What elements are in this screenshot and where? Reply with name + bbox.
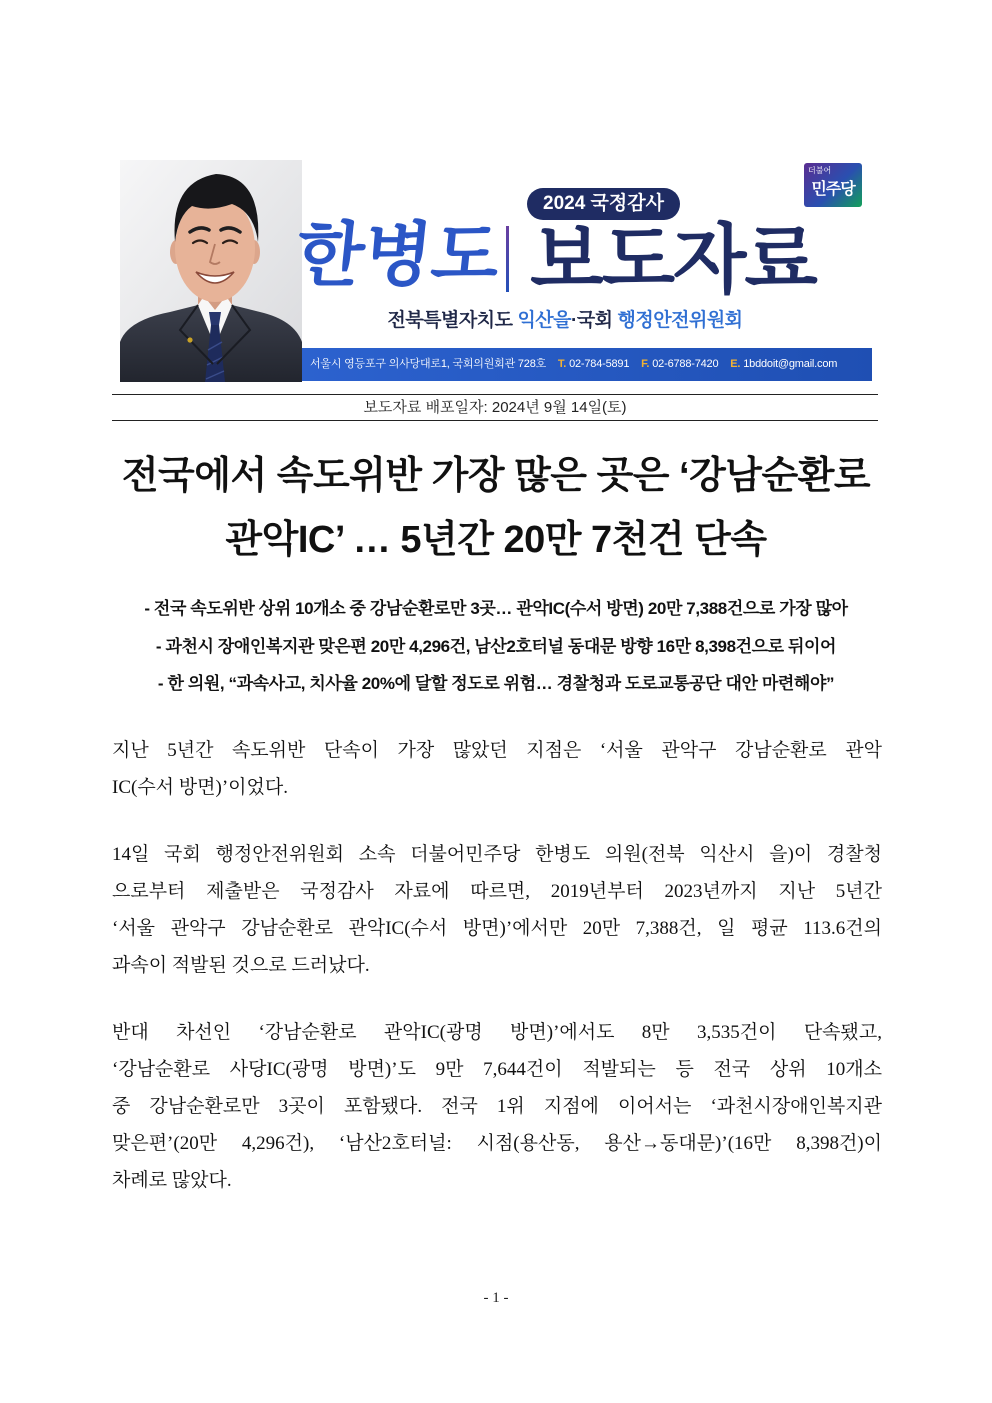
email-address: 1bddoit@gmail.com (743, 358, 838, 370)
email-label: E. (730, 358, 741, 370)
press-release-banner (120, 160, 872, 382)
text-line: 과속이 적발된 것으로 드러났다. (112, 955, 370, 976)
affiliation-district: 익산을 (517, 310, 571, 331)
text-line: 맞은편’(20만 4,296건), ‘남산2호터널: 시점(용산동, 용산→동대문)’(16만 8,398건)이 (112, 1133, 882, 1154)
phone-number: 02-784-5891 (569, 358, 630, 370)
portrait-photo (120, 160, 302, 382)
audit-badge: 2024 국정감사 (527, 188, 680, 220)
party-logo-main-text: 민주당 (811, 181, 855, 198)
text-line: IC(수서 방면)’이었다. (112, 777, 288, 798)
fax-number: 02-6788-7420 (652, 358, 719, 370)
text-line: ‘강남순환로 사당IC(광명 방면)’도 9만 7,644건이 적발되는 등 전국 상위 10개소 (112, 1059, 882, 1080)
headline-line: 전국에서 속도위반 가장 많은 곳은 ‘강남순환로 (121, 455, 871, 497)
subheading: - 전국 속도위반 상위 10개소 중 강남순환로만 3곳… 관악IC(수서 방면) 20만 7,388건으로 가장 많아 (144, 599, 848, 618)
subheading: - 과천시 장애인복지관 맞은편 20만 4,296건, 남산2호터널 동대문 방향 16만 8,398건으로 뒤이어 (155, 636, 837, 656)
text-line: 반대 차선인 ‘강남순환로 관악IC(광명 방면)’에서도 8만 3,535건이 단속됐고, (112, 1022, 882, 1043)
portrait-illustration (120, 160, 302, 382)
affiliation-region: 전북특별자치도 (387, 310, 513, 331)
office-address: 서울시 영등포구 의사당대로1, 국회의원회관 728호 (310, 358, 547, 370)
press-release-title: 보도자료 (530, 218, 816, 303)
affiliation-line (360, 308, 770, 334)
release-date: 보도자료 배포일자: 2024년 9월 14일(토) (112, 394, 878, 421)
text-line: 중 강남순환로만 3곳이 포함됐다. 전국 1위 지점에 이어서는 ‘과천시장애인복지관 (112, 1096, 882, 1117)
headline (0, 444, 992, 572)
contact-bar (296, 348, 872, 381)
page-number: - 1 - (483, 1290, 509, 1306)
paragraph (112, 1014, 882, 1199)
text-line: ‘서울 관악구 강남순환로 관악IC(수서 방면)’에서만 20만 7,388건, 일 평균 113.6건의 (112, 918, 882, 939)
paragraph (112, 732, 882, 806)
text-line: 지난 5년간 속도위반 단속이 가장 많았던 지점은 ‘서울 관악구 강남순환로 관악 (112, 740, 882, 761)
paragraph (112, 836, 882, 984)
affiliation-assembly: ·국회 (571, 310, 613, 331)
subheadings (0, 590, 992, 703)
title-divider (506, 226, 509, 292)
party-logo-small-text: 더불어 (808, 166, 832, 175)
headline-line: 관악IC’ … 5년간 20만 7천건 단속 (225, 519, 767, 561)
text-line: 으로부터 제출받은 국정감사 자료에 따르면, 2019년부터 2023년까지 지난 5년간 (112, 881, 882, 902)
text-line: 14일 국회 행정안전위원회 소속 더불어민주당 한병도 의원(전북 익산시 을)이 경찰청 (112, 844, 882, 865)
article-body (112, 732, 882, 1199)
subheading: - 한 의원, “과속사고, 치사율 20%에 달할 정도로 위험… 경찰청과 도로교통공단 대안 마련해야” (157, 674, 835, 693)
party-logo (804, 163, 862, 207)
affiliation-committee: 행정안전위원회 (617, 310, 743, 331)
lawmaker-name: 한병도 (292, 216, 504, 294)
text-line: 차례로 많았다. (112, 1170, 232, 1191)
phone-label: T. (557, 358, 567, 370)
fax-label: F. (641, 358, 650, 370)
